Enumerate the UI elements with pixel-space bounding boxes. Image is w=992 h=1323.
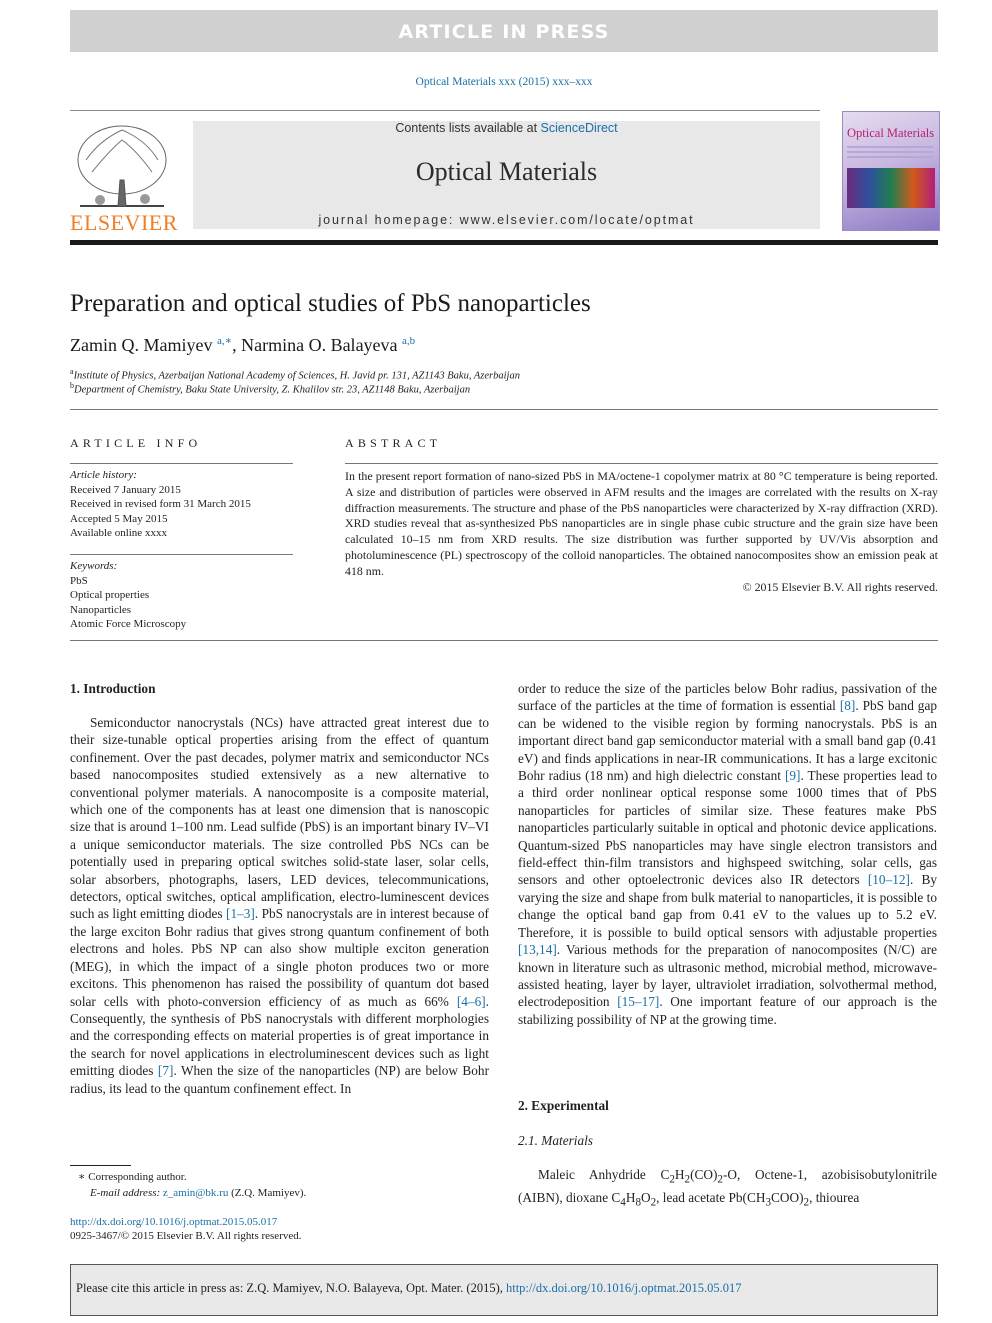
text-run: . When the size of the nanoparticles (NP) are below Bohr radius, its lead to the quantum confinement effect. In — [70, 1063, 489, 1096]
citation-link[interactable]: [4–6] — [456, 993, 486, 1009]
affil-b-marker: b — [70, 381, 74, 390]
received-date: Received 7 January 2015 — [70, 483, 181, 496]
citation-link[interactable]: [7] — [157, 1063, 174, 1079]
subscript: 3 — [765, 1196, 771, 1209]
text-run: -O, Octene-1, azobisisobutylonitrile (AIBN), dioxane C — [518, 1167, 937, 1206]
online-date: Available online xxxx — [70, 527, 167, 540]
text-run: . By varying the size and shape from bulk material to nanoparticles, it is possible to change the optical band gap from 0.41 eV to the values up to 5.2 eV. Therefore, it is possible to build optical sensors with adjustable properties — [518, 872, 937, 940]
contents-available-line — [193, 121, 820, 135]
citation-link[interactable]: [9] — [784, 768, 801, 784]
intro-paragraph-2 — [518, 680, 937, 1028]
journal-name: Optical Materials — [415, 157, 598, 186]
email-link[interactable]: z_amin@bk.ru — [162, 1186, 229, 1199]
section-2-1-heading: 2.1. Materials — [518, 1133, 593, 1148]
citation-doi-link[interactable]: http://dx.doi.org/10.1016/j.optmat.2015.05.017 — [505, 1281, 742, 1295]
text-run: (CO) — [690, 1167, 718, 1182]
citation-prefix: Please cite this article in press as: Z.Q. Mamiyev, N.O. Balayeva, Opt. Mater. (2015), — [76, 1281, 506, 1295]
intro-paragraph-1 — [70, 714, 489, 1097]
text-run: , thiourea — [809, 1190, 860, 1206]
corresponding-author-note: ∗ Corresponding author. — [78, 1171, 187, 1183]
email-line — [70, 1186, 490, 1202]
keyword: Optical properties — [70, 589, 150, 602]
text-run: , lead acetate Pb(CH — [656, 1190, 766, 1206]
article-history — [70, 468, 295, 541]
subscript: 8 — [635, 1196, 641, 1209]
abstract-heading: ABSTRACT — [345, 436, 442, 450]
citation-link[interactable]: [1–3] — [226, 906, 255, 922]
citation-link[interactable]: [8] — [839, 698, 856, 714]
author-2-affil-marks[interactable]: a,b — [402, 335, 416, 347]
history-label: Article history: — [70, 469, 137, 481]
abstract-text: In the present report formation of nano-sized PbS in MA/octene-1 copolymer matrix at 80 °C temperature is being reported. A size and distribution of particles were observed in AFM results and the images are correlated with the results on X-ray diffraction measurements. The structure and phase of the PbS nanoparticles were characterized by X-ray diffraction (XRD). XRD studies reveal that as-synthesized PbS nanoparticles are in single phase cubic structure and the grain size have been calculated 10–15 nm from XRD results. The size distribution was further supported by UV/Vis absorption and photoluminescence (PL) spectroscopy of the colloid nanoparticles. The obtained nanocomposites show an emission peak at 418 nm. — [345, 469, 938, 578]
section-1-heading: 1. Introduction — [70, 681, 156, 696]
keywords-rule — [70, 554, 293, 555]
revised-date: Received in revised form 31 March 2015 — [70, 498, 251, 511]
abstract-copyright: © 2015 Elsevier B.V. All rights reserved. — [742, 580, 938, 594]
text-run: Maleic Anhydride C — [538, 1167, 670, 1182]
text-run: order to reduce the size of the particles below Bohr radius, passivation of the surface of the particles at the time of formation is essential — [518, 681, 937, 714]
affil-a-marker: a — [70, 367, 74, 376]
journal-homepage-line[interactable]: journal homepage: www.elsevier.com/locate/optmat — [318, 213, 695, 227]
text-run: . PbS band gap can be widened to the visible region by forming nanocrystals. PbS is an important direct band gap semiconductor material with a small band gap (0.41 eV) and finds applications in near-IR communications. It has a large excitonic Bohr radius (18 nm) and high dielectric constant — [518, 698, 937, 784]
journal-cover-thumbnail[interactable] — [842, 111, 940, 231]
text-run: O — [641, 1190, 651, 1206]
text-run: Semiconductor nanocrystals (NCs) have attracted great interest due to their size-tunable optical properties arising from the effect of quantum confinement. Over the past decades, polymer matrix and semiconductor NCs based nanocomposites studied extensively as a new alternative to conventional polymer materials. A nanocomposite is a composite material, which one of the components has at least one dimension that is nanoscopic size that is around 1–100 nm. Lead sulfide (PbS) is an important binary IV–VI a unique semiconductor materials. The size controlled PbS NCs can be potentially used in preparing optical switches solid-state laser, solar cells, solar absorbers, photographs, lasers, LED devices, telecommunications, detectors, optical switches, optical amplification, electro-luminescent devices such as light emitting diodes — [70, 715, 489, 922]
keywords-label: Keywords: — [70, 560, 118, 572]
materials-paragraph — [518, 1166, 937, 1212]
masthead-rule — [70, 240, 938, 245]
text-run: . Various methods for the preparation of nanocomposites (N/C) are known in literature such as ultrasonic method, microbial method, microwave-assisted heating, layer by layer, ultraviolet irradiation, solvothermal method, electrodeposition — [518, 942, 937, 1010]
affil-b-text: Department of Chemistry, Baku State University, Z. Khalilov str. 23, AZ1148 Baku, Azerbaijan — [74, 384, 471, 396]
cover-image — [847, 168, 935, 208]
journal-reference-link[interactable]: Optical Materials xxx (2015) xxx–xxx — [415, 76, 593, 88]
text-run: H — [674, 1167, 685, 1182]
article-title: Preparation and optical studies of PbS nanoparticles — [70, 290, 591, 317]
text-run: H — [625, 1190, 636, 1206]
citation-link[interactable]: [10–12] — [867, 872, 910, 888]
text-run: . One important feature of our approach is the stabilizing possibility of NP at the growing time. — [518, 994, 937, 1027]
cover-title: Optical Materials — [847, 126, 935, 140]
affiliation-divider — [70, 409, 938, 410]
article-info-rule — [70, 463, 293, 464]
article-in-press-banner: ARTICLE IN PRESS — [70, 10, 938, 52]
citation-link[interactable]: [13,14] — [518, 942, 557, 958]
keywords-block — [70, 559, 295, 632]
subscript: 2 — [650, 1196, 657, 1209]
text-run: . PbS nanocrystals are in interest because of the large exciton Bohr radius that gives strong quantum confinement of both electrons and holes. PbS NP can also show multiple exciton generation (MEG), in which the impact of a single photon produces two or more excitons. This phenomenon has raised the possibility of quantum dot based solar cells with photo-conversion efficiency of as much as 66% — [70, 906, 489, 1009]
cover-text-lines — [847, 146, 933, 161]
citation-text — [76, 1281, 936, 1296]
keyword: Nanoparticles — [70, 603, 132, 616]
email-suffix: (Z.Q. Mamiyev). — [228, 1186, 307, 1199]
citation-link[interactable]: [15–17] — [617, 994, 660, 1010]
affiliation-b — [70, 381, 938, 396]
section-2-heading: 2. Experimental — [518, 1098, 609, 1113]
article-info-heading: ARTICLE INFO — [70, 436, 202, 450]
abstract-rule — [345, 463, 938, 464]
issn-copyright: 0925-3467/© 2015 Elsevier B.V. All rights reserved. — [70, 1230, 302, 1242]
subscript: 2 — [684, 1173, 691, 1186]
subscript: 2 — [803, 1196, 810, 1209]
body-divider — [70, 640, 938, 641]
text-run: . These properties lead to a third order nonlinear optical response some 1000 times that of PbS nanoparticles for particles of similar size. These features make PbS nanoparticles particularly suitable in optical and photonic device applications. Quantum-sized PbS nanoparticles may have single electron transistors and field-effect thin-film transistors and highspeed switching, solar cells, gas sensors and other optoelectronic devices also IR detectors — [518, 768, 937, 888]
author-separator: , — [232, 335, 242, 355]
text-run: COO) — [771, 1190, 804, 1206]
affiliation-a — [70, 367, 938, 382]
author-2[interactable]: Narmina O. Balayeva — [241, 335, 398, 355]
sciencedirect-link[interactable]: ScienceDirect — [540, 121, 618, 135]
text-run: . Consequently, the synthesis of PbS nanocrystals with different morphologies and the corresponding effects on material properties is of great importance in the search for novel applications in electroluminescent devices such as light emitting diodes — [70, 993, 489, 1079]
header-divider — [70, 110, 820, 111]
subscript: 4 — [620, 1196, 626, 1209]
contents-prefix: Contents lists available at — [395, 121, 541, 135]
footnote — [70, 1170, 490, 1201]
author-1[interactable]: Zamin Q. Mamiyev — [70, 335, 213, 355]
footnote-rule — [70, 1165, 131, 1166]
affil-a-text: Institute of Physics, Azerbaijan National Academy of Sciences, H. Javid pr. 131, AZ1143 Baku, Azerbaijan — [73, 370, 520, 382]
publisher-name: ELSEVIER — [70, 210, 178, 235]
doi-link[interactable]: http://dx.doi.org/10.1016/j.optmat.2015.05.017 — [70, 1216, 278, 1228]
keyword: PbS — [70, 574, 88, 587]
accepted-date: Accepted 5 May 2015 — [70, 512, 168, 525]
email-label: E-mail address: — [90, 1186, 163, 1199]
subscript: 2 — [669, 1173, 675, 1186]
author-1-affil-marks[interactable]: a,∗ — [216, 335, 233, 347]
keyword: Atomic Force Microscopy — [70, 618, 187, 631]
subscript: 2 — [717, 1173, 723, 1186]
author-list — [70, 334, 938, 356]
